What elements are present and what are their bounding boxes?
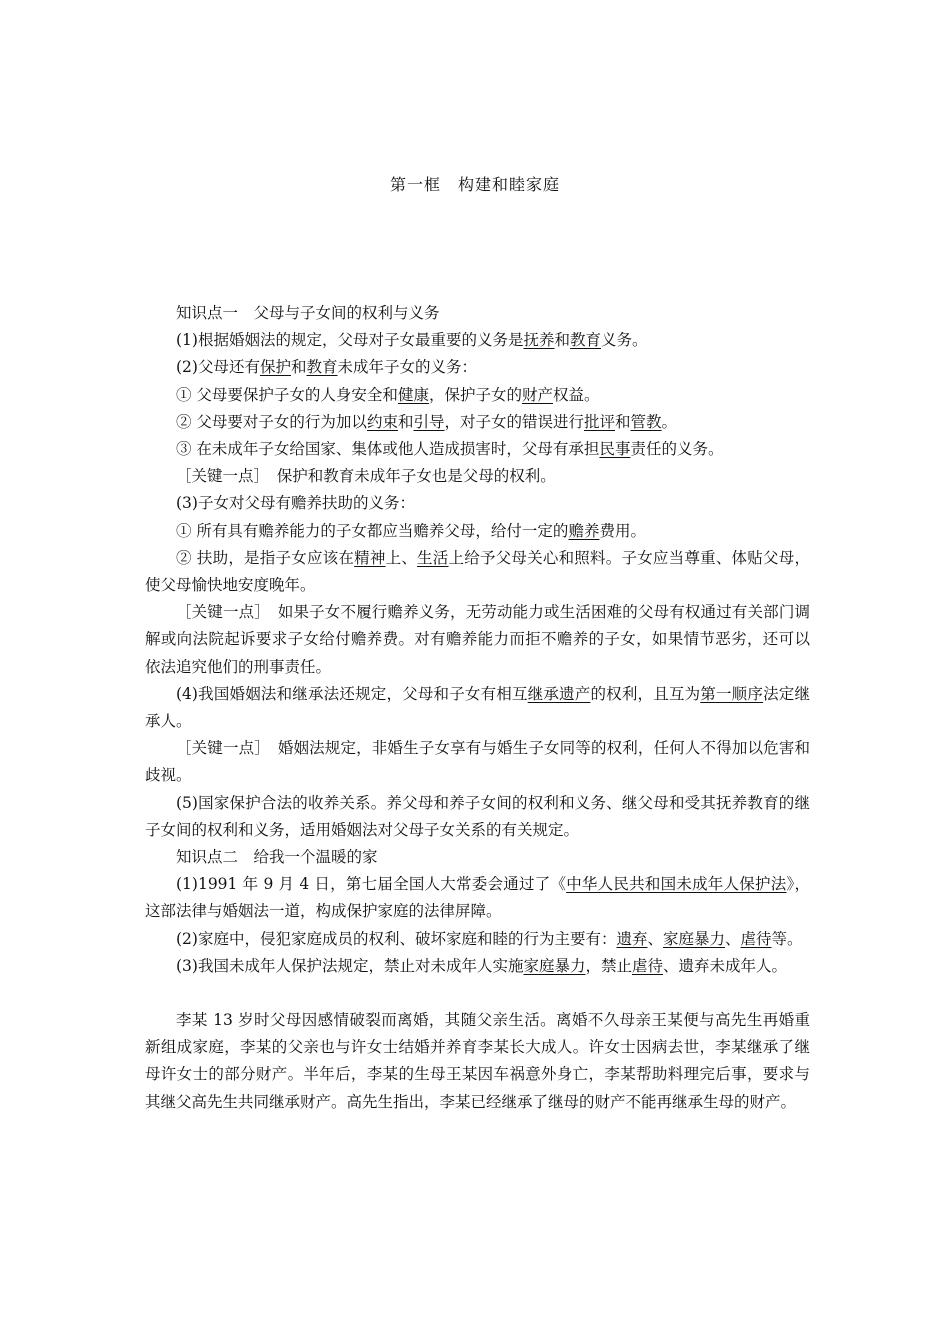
body-paragraph: (2)家庭中，侵犯家庭成员的权利、破坏家庭和睦的行为主要有：遗弃、家庭暴力、虐待等。	[176, 929, 803, 948]
section-heading: 知识点二 给我一个温暖的家	[176, 848, 378, 867]
body-paragraph: ［关键一点］ 如果子女不履行赡养义务，无劳动能力或生活困难的父母有权通过有关部门调解或向法院起诉要求子女给付赡养费。对有赡养能力而拒不赡养的子女，如果情节恶劣，还可以依法追究他们的刑事责任。	[145, 603, 810, 676]
document-body	[145, 300, 810, 1116]
answer-blank: 民事	[599, 440, 631, 459]
case-paragraph: 李某 13 岁时父母因感情破裂而离婚，其随父亲生活。离婚不久母亲王某便与高先生再婚重新组成家庭，李某的父亲也与许女士结婚并养育李某长大成人。许女士因病去世，李某继承了继母许女士的部分财产。半年后，李某的生母王某因车祸意外身亡，李某帮助料理完后事，要求与其继父高先生共同继承财产。高先生指出，李某已经继承了继母的财产不能再继承生母的财产。	[145, 1011, 810, 1111]
body-paragraph: (5)国家保护合法的收养关系。养父母和养子女间的权利和义务、继父母和受其抚养教育的继子女间的权利和义务，适用婚姻法对父母子女关系的有关规定。	[145, 793, 810, 839]
body-paragraph: (3)子女对父母有赡养扶助的义务：	[176, 494, 415, 513]
knowledge-sections	[145, 300, 810, 980]
answer-blank: 遗弃	[616, 929, 648, 948]
body-paragraph: ［关键一点］ 婚姻法规定，非婚生子女享有与婚生子女同等的权利，任何人不得加以危害和歧视。	[145, 739, 810, 785]
body-paragraph: ① 父母要保护子女的人身安全和健康，保护子女的财产权益。	[176, 385, 600, 404]
body-paragraph: ② 父母要对子女的行为加以约束和引导，对子女的错误进行批评和管教。	[176, 412, 678, 431]
answer-blank: 精神	[354, 548, 386, 567]
answer-blank: 继承遗产	[527, 684, 591, 703]
answer-blank: 虐待	[740, 929, 772, 948]
answer-blank: 第一顺序	[700, 684, 764, 703]
body-paragraph: ① 所有具有赡养能力的子女都应当赡养父母，给付一定的赡养费用。	[176, 521, 646, 540]
answer-blank: 抚养	[523, 331, 555, 350]
body-paragraph: ［关键一点］ 保护和教育未成年子女也是父母的权利。	[176, 467, 556, 486]
body-paragraph: ② 扶助，是指子女应该在精神上、生活上给予父母关心和照料。子女应当尊重、体贴父母，使父母愉快地安度晚年。	[145, 548, 810, 595]
answer-blank: 教育	[306, 358, 338, 377]
body-paragraph: (2)父母还有保护和教育未成年子女的义务：	[176, 358, 478, 377]
body-paragraph: (1)1991 年 9 月 4 日，第七届全国人大常委会通过了《中华人民共和国未成年人保护法》，这部法律与婚姻法一道，构成保护家庭的法律屏障。	[145, 875, 810, 921]
answer-blank: 管教	[630, 412, 662, 431]
answer-blank: 批评	[584, 412, 616, 431]
answer-blank: 虐待	[632, 956, 664, 975]
answer-blank: 家庭暴力	[523, 956, 586, 975]
answer-blank: 财产	[521, 385, 553, 404]
answer-blank: 中华人民共和国未成年人保护法	[566, 875, 787, 894]
answer-blank: 引导	[413, 412, 445, 431]
answer-blank: 教育	[570, 331, 602, 350]
answer-blank: 健康	[397, 385, 429, 404]
answer-blank: 赡养	[568, 521, 600, 540]
body-paragraph: ③ 在未成年子女给国家、集体或他人造成损害时，父母有承担民事责任的义务。	[176, 440, 724, 459]
body-paragraph: (4)我国婚姻法和继承法还规定，父母和子女有相互继承遗产的权利，且互为第一顺序法定继承人。	[145, 684, 810, 731]
body-paragraph: (1)根据婚姻法的规定，父母对子女最重要的义务是抚养和教育义务。	[176, 331, 648, 350]
answer-blank: 保护	[259, 358, 291, 377]
page-title: 第一框 构建和睦家庭	[389, 175, 560, 194]
answer-blank: 家庭暴力	[663, 929, 726, 948]
answer-blank: 生活	[417, 548, 449, 567]
body-paragraph: (3)我国未成年人保护法规定，禁止对未成年人实施家庭暴力，禁止虐待、遗弃未成年人。	[176, 956, 788, 975]
answer-blank: 约束	[366, 412, 398, 431]
section-heading: 知识点一 父母与子女间的权利与义务	[176, 304, 440, 322]
